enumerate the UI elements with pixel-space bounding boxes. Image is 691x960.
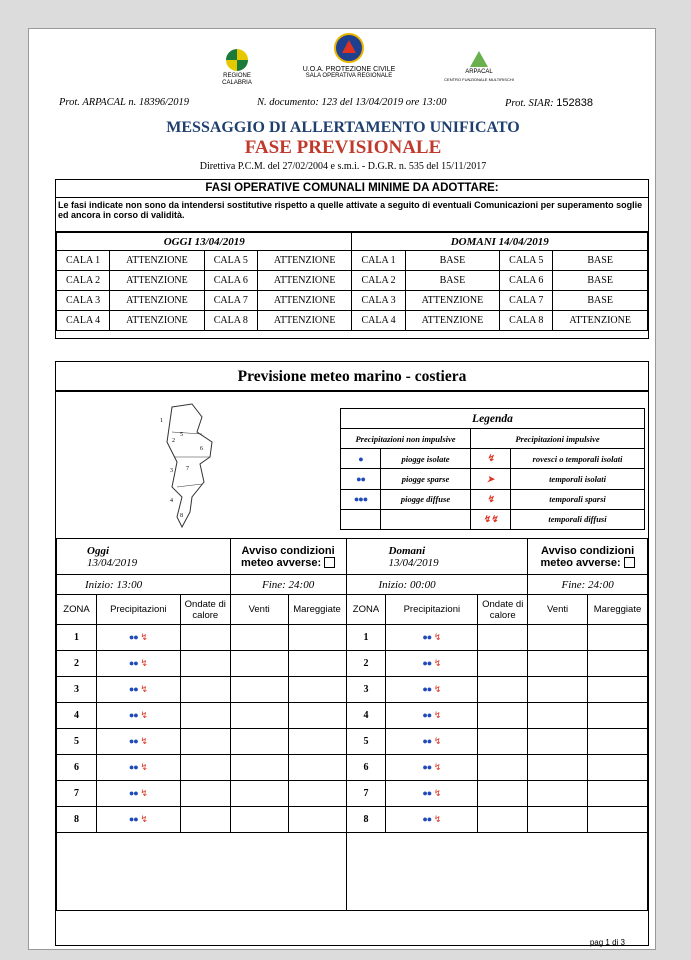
legenda-cell: temporali isolati bbox=[511, 469, 645, 489]
zone-number: 2 bbox=[57, 651, 97, 677]
thunder-icon: ↯↯ bbox=[471, 509, 511, 529]
zone-number: 3 bbox=[57, 677, 97, 703]
rain-drop-icon: ●● bbox=[341, 469, 381, 489]
zone-number: 2 bbox=[346, 651, 386, 677]
zone-row bbox=[57, 807, 648, 833]
zone-number: 4 bbox=[57, 703, 97, 729]
precip-icon: ●● ↯ bbox=[386, 729, 478, 755]
fasi-cell: ATTENZIONE bbox=[257, 251, 352, 271]
fasi-cell: CALA 6 bbox=[204, 271, 257, 291]
zone-row bbox=[57, 703, 648, 729]
fasi-cell: CALA 1 bbox=[57, 251, 110, 271]
column-header: Precipitazioni bbox=[96, 595, 180, 625]
legenda-cell bbox=[381, 509, 471, 529]
map-label: 7 bbox=[186, 466, 189, 472]
fasi-cell: CALA 8 bbox=[500, 311, 553, 331]
precip-icon: ●● ↯ bbox=[96, 729, 180, 755]
domani-block: Domani 13/04/2019 bbox=[346, 539, 528, 575]
oggi-header: OGGI 13/04/2019 bbox=[57, 233, 352, 251]
fasi-cell: CALA 5 bbox=[500, 251, 553, 271]
zone-row bbox=[57, 677, 648, 703]
fasi-row bbox=[57, 291, 648, 311]
fasi-cell: ATTENZIONE bbox=[110, 271, 205, 291]
precip-icon: ●● ↯ bbox=[386, 651, 478, 677]
zone-number: 1 bbox=[346, 625, 386, 651]
legenda-cell: temporali diffusi bbox=[511, 509, 645, 529]
protezione-civile-logo: U.O.A. PROTEZIONE CIVILE SALA OPERATIVA REGIONALE bbox=[299, 33, 399, 80]
fasi-row bbox=[57, 251, 648, 271]
fasi-cell: CALA 7 bbox=[500, 291, 553, 311]
zone-number: 8 bbox=[346, 807, 386, 833]
fasi-cell: CALA 3 bbox=[57, 291, 110, 311]
fasi-cell: CALA 6 bbox=[500, 271, 553, 291]
zone-number: 5 bbox=[57, 729, 97, 755]
fasi-cell: CALA 5 bbox=[204, 251, 257, 271]
fasi-cell: CALA 2 bbox=[57, 271, 110, 291]
precip-icon: ●● ↯ bbox=[386, 625, 478, 651]
fasi-cell: ATTENZIONE bbox=[405, 291, 500, 311]
rain-drop-icon bbox=[341, 509, 381, 529]
precip-icon: ●● ↯ bbox=[96, 755, 180, 781]
fasi-note: Le fasi indicate non sono da intendersi sostitutive rispetto a quelle attivate a seguito di eventuali Comunicazioni per superamento soglie ed ancora in corso di validità. bbox=[56, 198, 648, 232]
calabria-map bbox=[152, 402, 232, 532]
protocol-arpacal: Prot. ARPACAL n. 18396/2019 bbox=[59, 97, 189, 108]
fasi-cell: CALA 3 bbox=[352, 291, 405, 311]
fasi-cell: CALA 2 bbox=[352, 271, 405, 291]
zone-number: 6 bbox=[346, 755, 386, 781]
directive: Direttiva P.C.M. del 27/02/2004 e s.m.i. - D.G.R. n. 535 del 15/11/2017 bbox=[199, 161, 487, 172]
precip-icon: ●● ↯ bbox=[96, 677, 180, 703]
oggi-avviso-checkbox[interactable] bbox=[324, 557, 335, 568]
oggi-inizio: Inizio: 13:00 bbox=[57, 575, 231, 595]
column-header: Ondate di calore bbox=[180, 595, 230, 625]
protocol-siar: Prot. SIAR: 152838 bbox=[505, 97, 593, 109]
page-title: MESSAGGIO DI ALLERTAMENTO UNIFICATO bbox=[166, 119, 520, 136]
fasi-cell: ATTENZIONE bbox=[257, 271, 352, 291]
precip-icon: ●● ↯ bbox=[386, 703, 478, 729]
regione-calabria-logo: REGIONE CALABRIA bbox=[217, 49, 257, 87]
fasi-cell: CALA 4 bbox=[352, 311, 405, 331]
column-header: ZONA bbox=[57, 595, 97, 625]
precip-icon: ●● ↯ bbox=[386, 781, 478, 807]
oggi-fine: Fine: 24:00 bbox=[230, 575, 346, 595]
fasi-cell: ATTENZIONE bbox=[110, 311, 205, 331]
column-header: Venti bbox=[528, 595, 588, 625]
thunder-icon: ➤ bbox=[471, 469, 511, 489]
thunder-icon: ↯ bbox=[471, 449, 511, 469]
fasi-cell: CALA 4 bbox=[57, 311, 110, 331]
zone-row bbox=[57, 755, 648, 781]
fasi-table bbox=[56, 232, 648, 331]
rain-drop-icon: ●●● bbox=[341, 489, 381, 509]
zone-row bbox=[57, 625, 648, 651]
column-header: Venti bbox=[230, 595, 288, 625]
fasi-cell: ATTENZIONE bbox=[257, 311, 352, 331]
fasi-cell: BASE bbox=[405, 251, 500, 271]
legenda-title: Legenda bbox=[341, 409, 645, 429]
zone-number: 7 bbox=[57, 781, 97, 807]
domani-fine: Fine: 24:00 bbox=[528, 575, 648, 595]
map-label: 2 bbox=[172, 438, 175, 444]
legenda-table: Legenda Precipitazioni non impulsive Precipitazioni impulsive ● piogge isolate ↯ rovesci o temporali isolati ●● piogge sparse ➤ temporali isolati ●●● piogge diffuse ↯ temporali sparsi ↯↯ temporali diffusi bbox=[340, 408, 645, 530]
fasi-cell: CALA 7 bbox=[204, 291, 257, 311]
legenda-cell: temporali sparsi bbox=[511, 489, 645, 509]
fasi-cell: BASE bbox=[553, 291, 648, 311]
zone-number: 6 bbox=[57, 755, 97, 781]
page-subtitle: FASE PREVISIONALE bbox=[244, 137, 442, 158]
domani-inizio: Inizio: 00:00 bbox=[346, 575, 528, 595]
protocol-documento: N. documento: 123 del 13/04/2019 ore 13:00 bbox=[257, 97, 447, 108]
domani-header: DOMANI 14/04/2019 bbox=[352, 233, 648, 251]
domani-avviso-checkbox[interactable] bbox=[624, 557, 635, 568]
map-label: 4 bbox=[170, 498, 173, 504]
precip-icon: ●● ↯ bbox=[96, 625, 180, 651]
zone-row bbox=[57, 729, 648, 755]
column-header: Mareggiate bbox=[288, 595, 346, 625]
previsione-box bbox=[55, 361, 649, 946]
column-header: Mareggiate bbox=[587, 595, 647, 625]
zone-number: 7 bbox=[346, 781, 386, 807]
map-label: 6 bbox=[200, 446, 203, 452]
fasi-cell: ATTENZIONE bbox=[405, 311, 500, 331]
fasi-cell: ATTENZIONE bbox=[110, 251, 205, 271]
fasi-row bbox=[57, 271, 648, 291]
precip-icon: ●● ↯ bbox=[96, 807, 180, 833]
legenda-cell: piogge isolate bbox=[381, 449, 471, 469]
map-label: 5 bbox=[180, 432, 183, 438]
zone-number: 5 bbox=[346, 729, 386, 755]
fasi-cell: ATTENZIONE bbox=[110, 291, 205, 311]
fasi-cell: CALA 1 bbox=[352, 251, 405, 271]
precip-icon: ●● ↯ bbox=[96, 651, 180, 677]
legenda-cell: piogge sparse bbox=[381, 469, 471, 489]
thunder-icon: ↯ bbox=[471, 489, 511, 509]
fasi-cell: BASE bbox=[553, 271, 648, 291]
fasi-cell: BASE bbox=[553, 251, 648, 271]
zone-forecast bbox=[56, 538, 648, 911]
fasi-row bbox=[57, 311, 648, 331]
zone-number: 1 bbox=[57, 625, 97, 651]
legenda-cell: piogge diffuse bbox=[381, 489, 471, 509]
zone-number: 4 bbox=[346, 703, 386, 729]
rain-drop-icon: ● bbox=[341, 449, 381, 469]
arpacal-logo: ARPACAL CENTRO FUNZIONALE MULTIRISCHI bbox=[441, 51, 517, 83]
precip-icon: ●● ↯ bbox=[386, 755, 478, 781]
page-number: pag 1 di 3 bbox=[589, 938, 625, 947]
map-label: 1 bbox=[160, 418, 163, 424]
zone-row bbox=[57, 781, 648, 807]
zone-number: 8 bbox=[57, 807, 97, 833]
column-header: Ondate di calore bbox=[478, 595, 528, 625]
fasi-operative-box bbox=[55, 179, 649, 339]
fasi-heading: FASI OPERATIVE COMUNALI MINIME DA ADOTTARE: bbox=[56, 180, 648, 198]
zone-number: 3 bbox=[346, 677, 386, 703]
map-label: 3 bbox=[170, 468, 173, 474]
previsione-heading: Previsione meteo marino - costiera bbox=[56, 362, 648, 392]
zone-row bbox=[57, 651, 648, 677]
fasi-cell: BASE bbox=[405, 271, 500, 291]
fasi-cell: ATTENZIONE bbox=[257, 291, 352, 311]
oggi-block: Oggi 13/04/2019 bbox=[57, 539, 231, 575]
precip-icon: ●● ↯ bbox=[386, 807, 478, 833]
map-label: 8 bbox=[180, 513, 183, 519]
column-header: Precipitazioni bbox=[386, 595, 478, 625]
domani-avviso: Avviso condizioni meteo avverse: bbox=[528, 539, 648, 575]
legenda-cell: rovesci o temporali isolati bbox=[511, 449, 645, 469]
precip-icon: ●● ↯ bbox=[96, 781, 180, 807]
precip-icon: ●● ↯ bbox=[386, 677, 478, 703]
fasi-cell: ATTENZIONE bbox=[553, 311, 648, 331]
precip-icon: ●● ↯ bbox=[96, 703, 180, 729]
oggi-avviso: Avviso condizioni meteo avverse: bbox=[230, 539, 346, 575]
document-page bbox=[28, 28, 656, 950]
fasi-cell: CALA 8 bbox=[204, 311, 257, 331]
column-header: ZONA bbox=[346, 595, 386, 625]
logo-bar bbox=[29, 29, 657, 93]
